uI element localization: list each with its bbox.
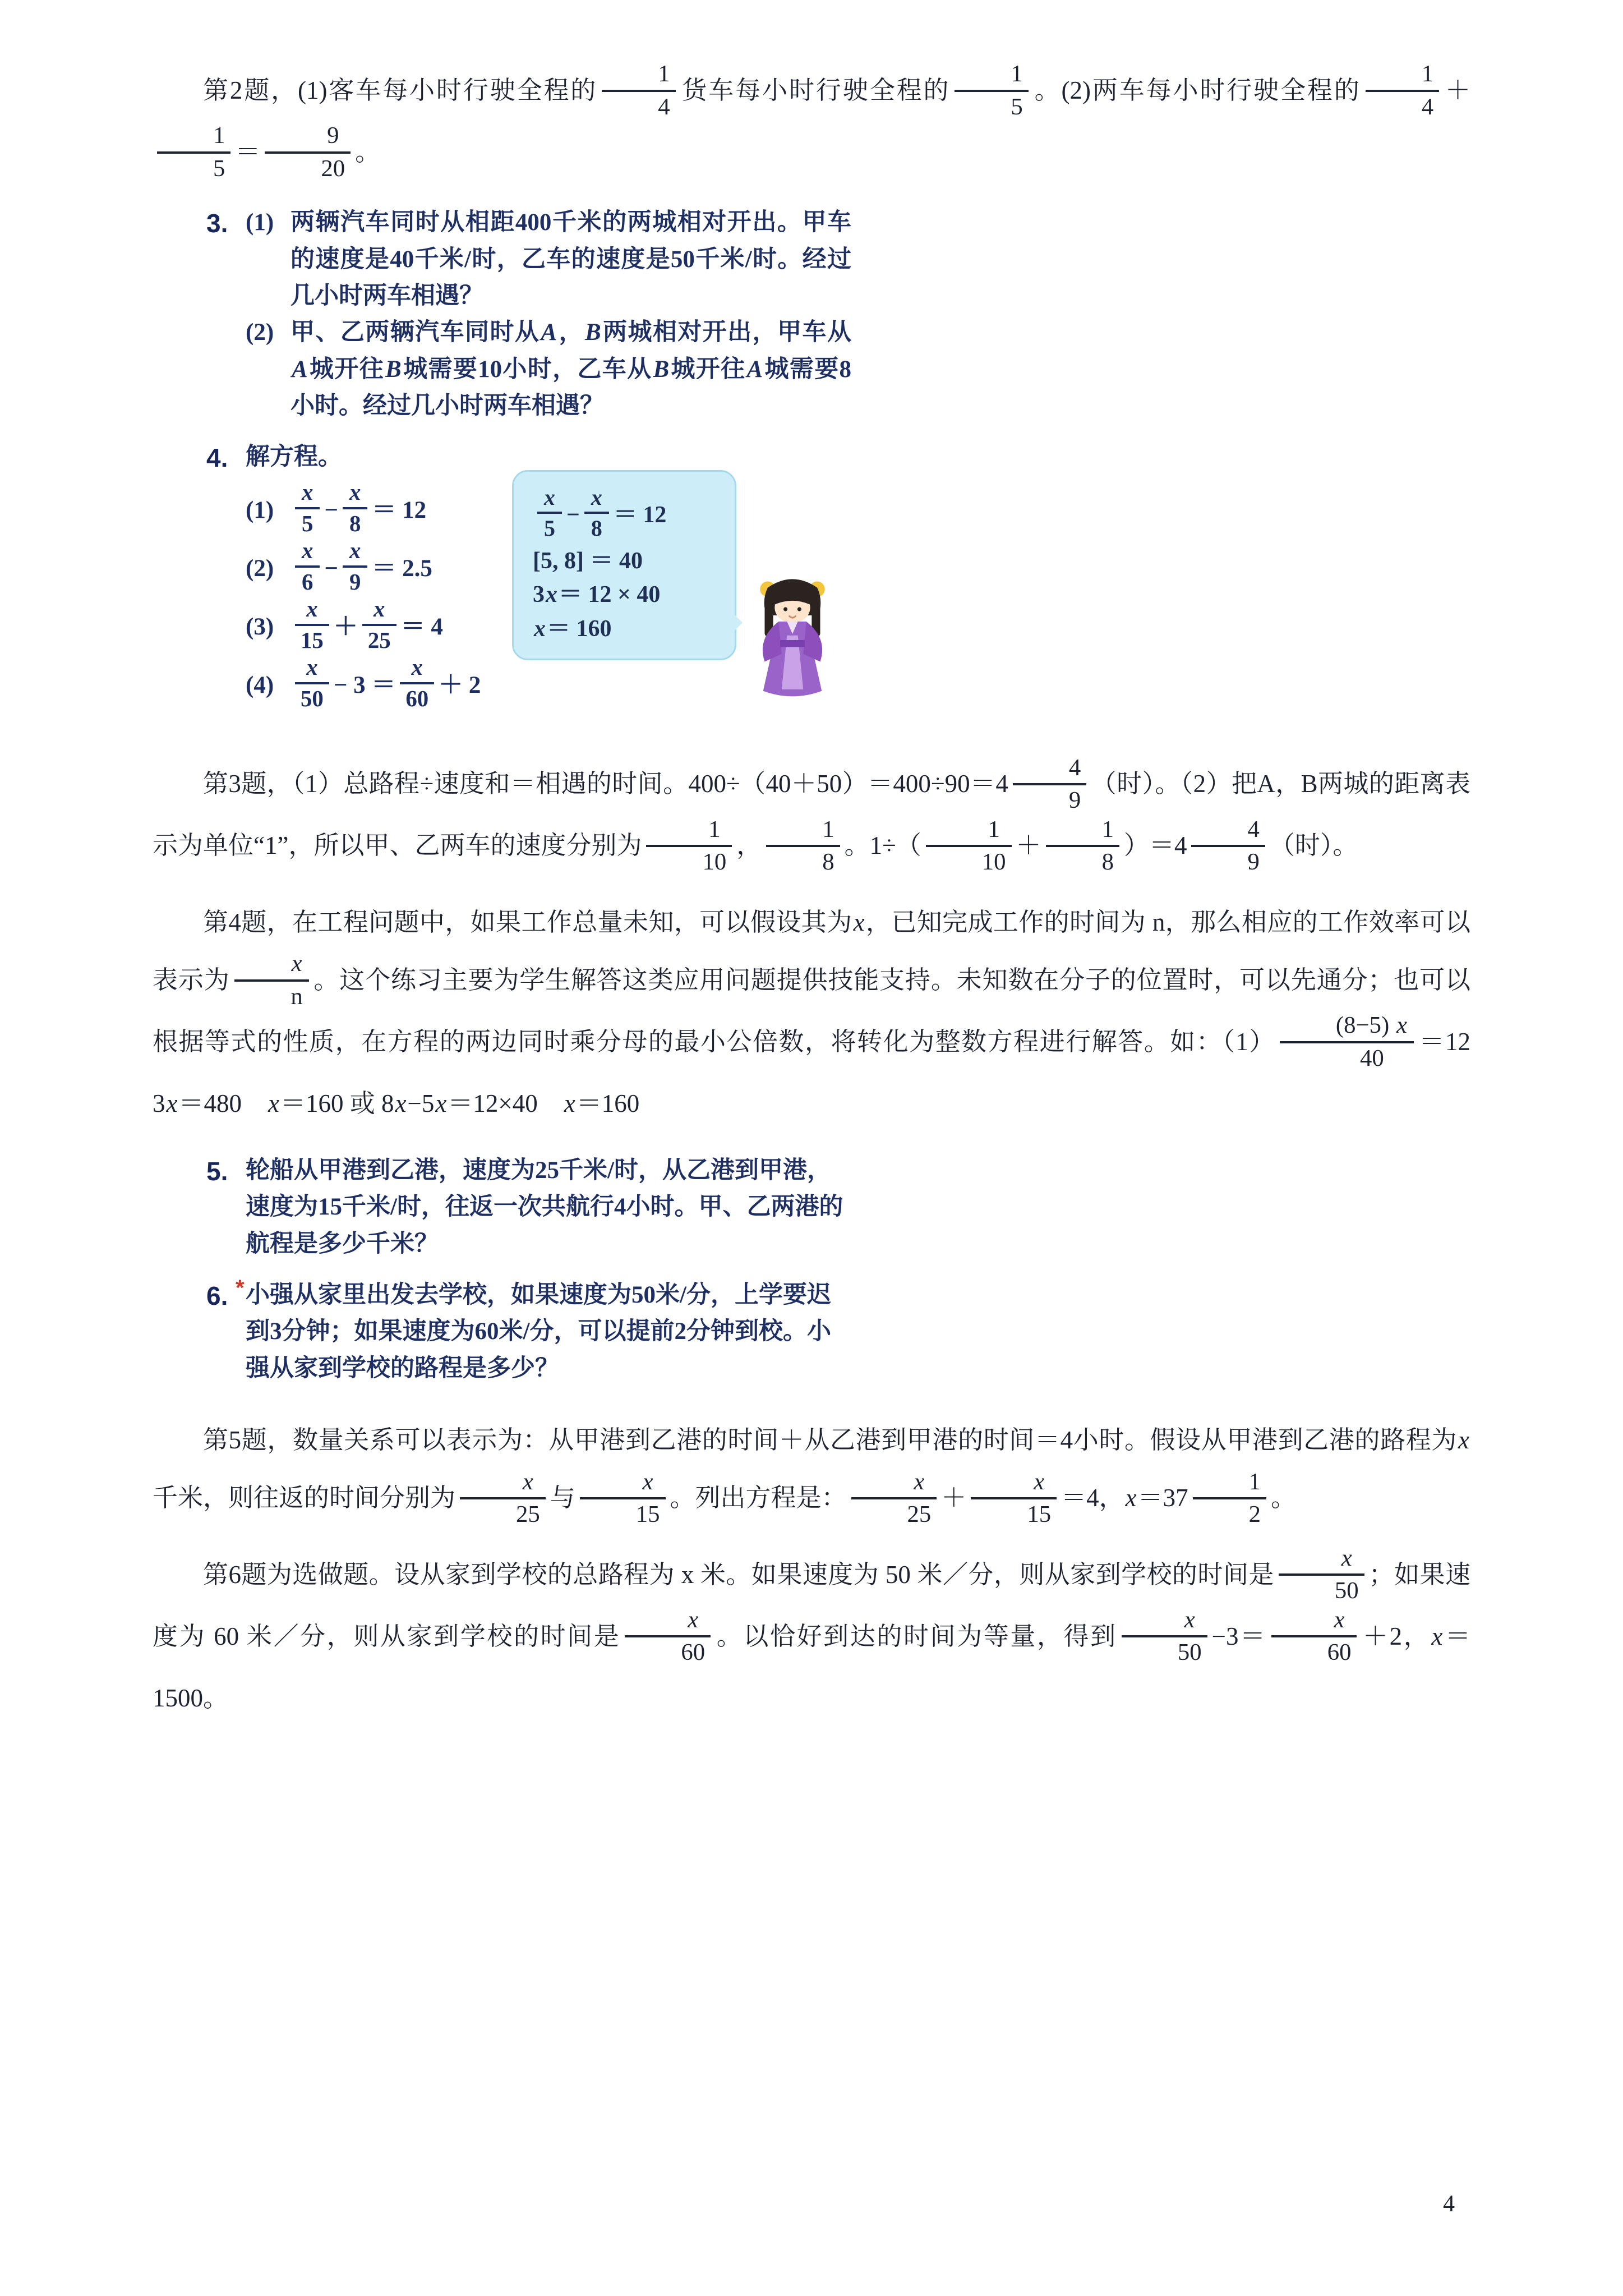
math-variable: x xyxy=(435,1089,447,1118)
fraction: $\frac{x}{9}$ xyxy=(343,537,367,596)
math-variable: x xyxy=(1184,1606,1195,1633)
math-variable: x xyxy=(544,485,555,510)
fraction: $\frac{1}{4}$ xyxy=(1366,60,1439,121)
math-variable: B xyxy=(584,319,601,346)
problem-3-items xyxy=(246,204,851,424)
bubble-line: [5, 8] ＝ 40 xyxy=(533,547,643,574)
fraction: $\frac{x}{60}$ xyxy=(400,654,434,712)
item-label: (3) xyxy=(246,614,274,641)
math-variable: B xyxy=(385,356,402,383)
fraction: $\frac{x}{5}$ xyxy=(537,484,562,541)
math-variable: x xyxy=(349,479,361,505)
fraction: $\frac{x}{5}$ xyxy=(295,479,320,537)
item-text: 小强从家里出发去学校，如果速度为50米/分，上学要迟到3分钟；如果速度为60米/分，可以提前2分钟到校。小强从家到学校的路程是多少？ xyxy=(246,1281,831,1382)
math-variable: x xyxy=(306,596,318,622)
fraction: $\frac{x}{8}$ xyxy=(584,484,609,541)
math-variable: x xyxy=(564,1089,575,1118)
answer-paragraph-q3: 第3题，（1）总路程÷速度和＝相遇的时间。400÷（40＋50）＝400÷90＝4 $\frac{4}{9}$ （时）。（2）把A，B两城的距离表示为单位“1”，所以甲、乙两车的速度分别为 $\frac{1}{10}$ ， $\frac{1}{8}$ 。1÷（ $\frac{1}{10}$ ＋ $\frac{1}{8}$ ）＝4 $\frac{4}{9}$ （时）。 xyxy=(153,755,1470,878)
fraction: $\frac{1}{8}$ xyxy=(766,816,840,877)
fraction: $\frac{1}{5}$ xyxy=(955,60,1028,121)
math-variable: A xyxy=(746,356,763,383)
fraction: $\frac{x}{25}$ xyxy=(362,596,396,654)
fraction: $\frac{x}{50}$ xyxy=(1122,1606,1207,1667)
math-variable: x xyxy=(1125,1484,1137,1512)
fraction: $\frac{x}{n}$ xyxy=(234,950,309,1011)
fraction: $\frac{x}{50}$ xyxy=(1279,1544,1364,1605)
math-variable: x xyxy=(591,485,602,510)
math-variable: x xyxy=(546,582,557,608)
problem-5-items xyxy=(246,1152,851,1262)
math-variable: x xyxy=(411,654,423,680)
fraction: $\frac{x}{15}$ xyxy=(580,1468,666,1529)
problem-5 xyxy=(206,1152,1470,1262)
math-variable: x xyxy=(302,537,313,563)
math-variable: x xyxy=(522,1468,533,1495)
answer-paragraph-q6: 第6题为选做题。设从家到学校的总路程为 x 米。如果速度为 50 米／分，则从家到学校的时间是 $\frac{x}{50}$ ；如果速度为 60 米／分，则从家到学校的时间是 $\frac{x}{60}$ 。以恰好到达的时间为等量，得到 $\frac{x}{50}$ −3＝ $\frac{x}{60}$ ＋2，x＝1500。 xyxy=(153,1544,1470,1712)
optional-problem-star: * xyxy=(236,1275,245,1300)
math-variable: x xyxy=(349,537,361,563)
item-label: (2) xyxy=(246,319,274,346)
equation: $\frac{x}{15}$ ＋ $\frac{x}{25}$ ＝ 4 xyxy=(291,598,443,656)
answer-paragraph-q2: 第2题，(1)客车每小时行驶全程的 $\frac{1}{4}$ 货车每小时行驶全程的 $\frac{1}{5}$ 。(2)两车每小时行驶全程的 $\frac{1}{4}$ ＋ $\frac{1}{5}$ ＝ $\frac{9}{20}$ 。 xyxy=(153,62,1470,185)
math-variable: x xyxy=(1458,1425,1469,1454)
fraction: $\frac{(8-5) x}{40}$ xyxy=(1280,1011,1414,1073)
bubble-line: x ＝ 160 xyxy=(533,612,716,646)
item-label: (2) xyxy=(246,555,274,582)
fraction: $\frac{1}{5}$ xyxy=(157,122,230,183)
math-variable: x xyxy=(1431,1622,1443,1650)
item-label: (4) xyxy=(246,672,274,699)
fraction: $\frac{x}{8}$ xyxy=(343,479,367,537)
math-variable: x xyxy=(291,950,302,977)
textbook-excerpt-problems-5-6 xyxy=(206,1152,1470,1387)
math-variable: B xyxy=(653,356,670,383)
math-variable: x xyxy=(1334,1606,1345,1633)
bubble-line: $\frac{x}{5}$ − $\frac{x}{8}$ ＝ 12 xyxy=(533,486,716,544)
problem-6-items xyxy=(246,1277,851,1387)
fraction: $\frac{1}{10}$ xyxy=(646,816,732,877)
math-variable: x xyxy=(688,1606,699,1633)
math-variable: x xyxy=(1034,1468,1045,1495)
fraction: $\frac{x}{60}$ xyxy=(625,1606,711,1667)
problem-3-item-2 xyxy=(246,314,851,424)
equation: $\frac{x}{6}$ − $\frac{x}{9}$ ＝ 2.5 xyxy=(291,540,432,598)
item-text: 轮船从甲港到乙港，速度为25千米/时，从乙港到甲港，速度为15千米/时，往返一次共航行4小时。甲、乙两港的航程是多少千米？ xyxy=(246,1157,843,1257)
answer-paragraph-q5: 第5题，数量关系可以表示为：从甲港到乙港的时间＋从乙港到甲港的时间＝4小时。假设从甲港到乙港的路程为x千米，则往返的时间分别为 $\frac{x}{25}$ 与 $\frac{x}{15}$ 。列出方程是： $\frac{x}{25}$ ＋ $\frac{x}{15}$ ＝4，x＝37 $\frac{1}{2}$ 。 xyxy=(153,1411,1470,1531)
problem-4 xyxy=(206,439,1470,730)
page-number: 4 xyxy=(1443,2191,1455,2217)
problem-4-title: 解方程。 xyxy=(246,444,342,471)
math-variable: A xyxy=(541,319,557,346)
math-variable: x xyxy=(268,1089,279,1118)
math-variable: x xyxy=(166,1089,178,1118)
fraction: $\frac{1}{8}$ xyxy=(1046,816,1119,877)
item-text: 两辆汽车同时从相距400千米的两城相对开出。甲车的速度是40千米/时，乙车的速度是50千米/时。经过几小时两车相遇？ xyxy=(291,209,851,309)
item-label: (1) xyxy=(246,209,274,236)
math-variable: x xyxy=(534,616,546,642)
math-variable: x xyxy=(914,1468,925,1495)
fraction: $\frac{4}{9}$ xyxy=(1013,754,1086,815)
fraction: $\frac{x}{50}$ xyxy=(295,654,329,712)
fraction: $\frac{1}{10}$ xyxy=(926,816,1012,877)
problem-4-number: 4. xyxy=(206,443,228,473)
math-variable: x xyxy=(1396,1012,1407,1039)
bubble-line: 3 x ＝ 12 × 40 xyxy=(533,578,716,612)
math-variable: x xyxy=(642,1468,653,1495)
problem-3-item-1 xyxy=(246,204,851,314)
item-label: (1) xyxy=(246,497,274,524)
fraction: $\frac{x}{6}$ xyxy=(295,537,320,596)
problem-3 xyxy=(206,204,1470,424)
item-text: 甲、乙两辆汽车同时从A，B两城相对开出，甲车从A城开往B城需要10小时，乙车从B城开往A城需要8小时。经过几小时两车相遇？ xyxy=(291,319,852,420)
math-variable: x xyxy=(306,654,318,680)
speech-bubble xyxy=(512,470,736,660)
math-variable: x xyxy=(853,908,865,936)
math-variable: x xyxy=(395,1089,407,1118)
answer-paragraph-q4: 第4题，在工程问题中，如果工作总量未知，可以假设其为x，已知完成工作的时间为 n，那么相应的工作效率可以表示为 $\frac{x}{n}$ 。这个练习主要为学生解答这类应用问题提供技能支持。未知数在分子的位置时，可以先通分；也可以根据等式的性质，在方程的两边同时乘分母的最小公倍数，将转化为整数方程进行解答。如：（1） $\frac{(8-5) x}{40}$ ＝12 3x＝480 x＝160 或 8x−5x＝12×40 x＝160 xyxy=(153,908,1496,1118)
math-variable: A xyxy=(292,356,308,383)
fraction: $\frac{4}{9}$ xyxy=(1191,816,1265,877)
problem-3-number: 3. xyxy=(206,209,228,238)
math-variable: x xyxy=(302,479,313,505)
fraction: $\frac{x}{15}$ xyxy=(295,596,329,654)
equation: $\frac{x}{5}$ − $\frac{x}{8}$ ＝ 12 xyxy=(291,481,426,540)
problem-6 xyxy=(206,1277,1470,1387)
problem-6-number: 6. xyxy=(206,1281,228,1310)
fraction: $\frac{9}{20}$ xyxy=(265,122,351,183)
fraction: $\frac{x}{25}$ xyxy=(851,1468,937,1529)
fraction: $\frac{x}{60}$ xyxy=(1271,1606,1357,1667)
equation: $\frac{x}{50}$ − 3 ＝ $\frac{x}{60}$ ＋ 2 xyxy=(291,656,481,715)
fraction: $\frac{x}{15}$ xyxy=(971,1468,1057,1529)
math-variable: x xyxy=(374,596,385,622)
textbook-excerpt-problems-3-4 xyxy=(206,204,1470,730)
girl-illustration xyxy=(745,572,840,726)
fraction: $\frac{x}{25}$ xyxy=(460,1468,546,1529)
math-variable: x xyxy=(1341,1544,1352,1571)
fraction: $\frac{1}{2}$ xyxy=(1193,1468,1266,1529)
fraction: $\frac{1}{4}$ xyxy=(602,60,675,121)
problem-5-number: 5. xyxy=(206,1156,228,1186)
